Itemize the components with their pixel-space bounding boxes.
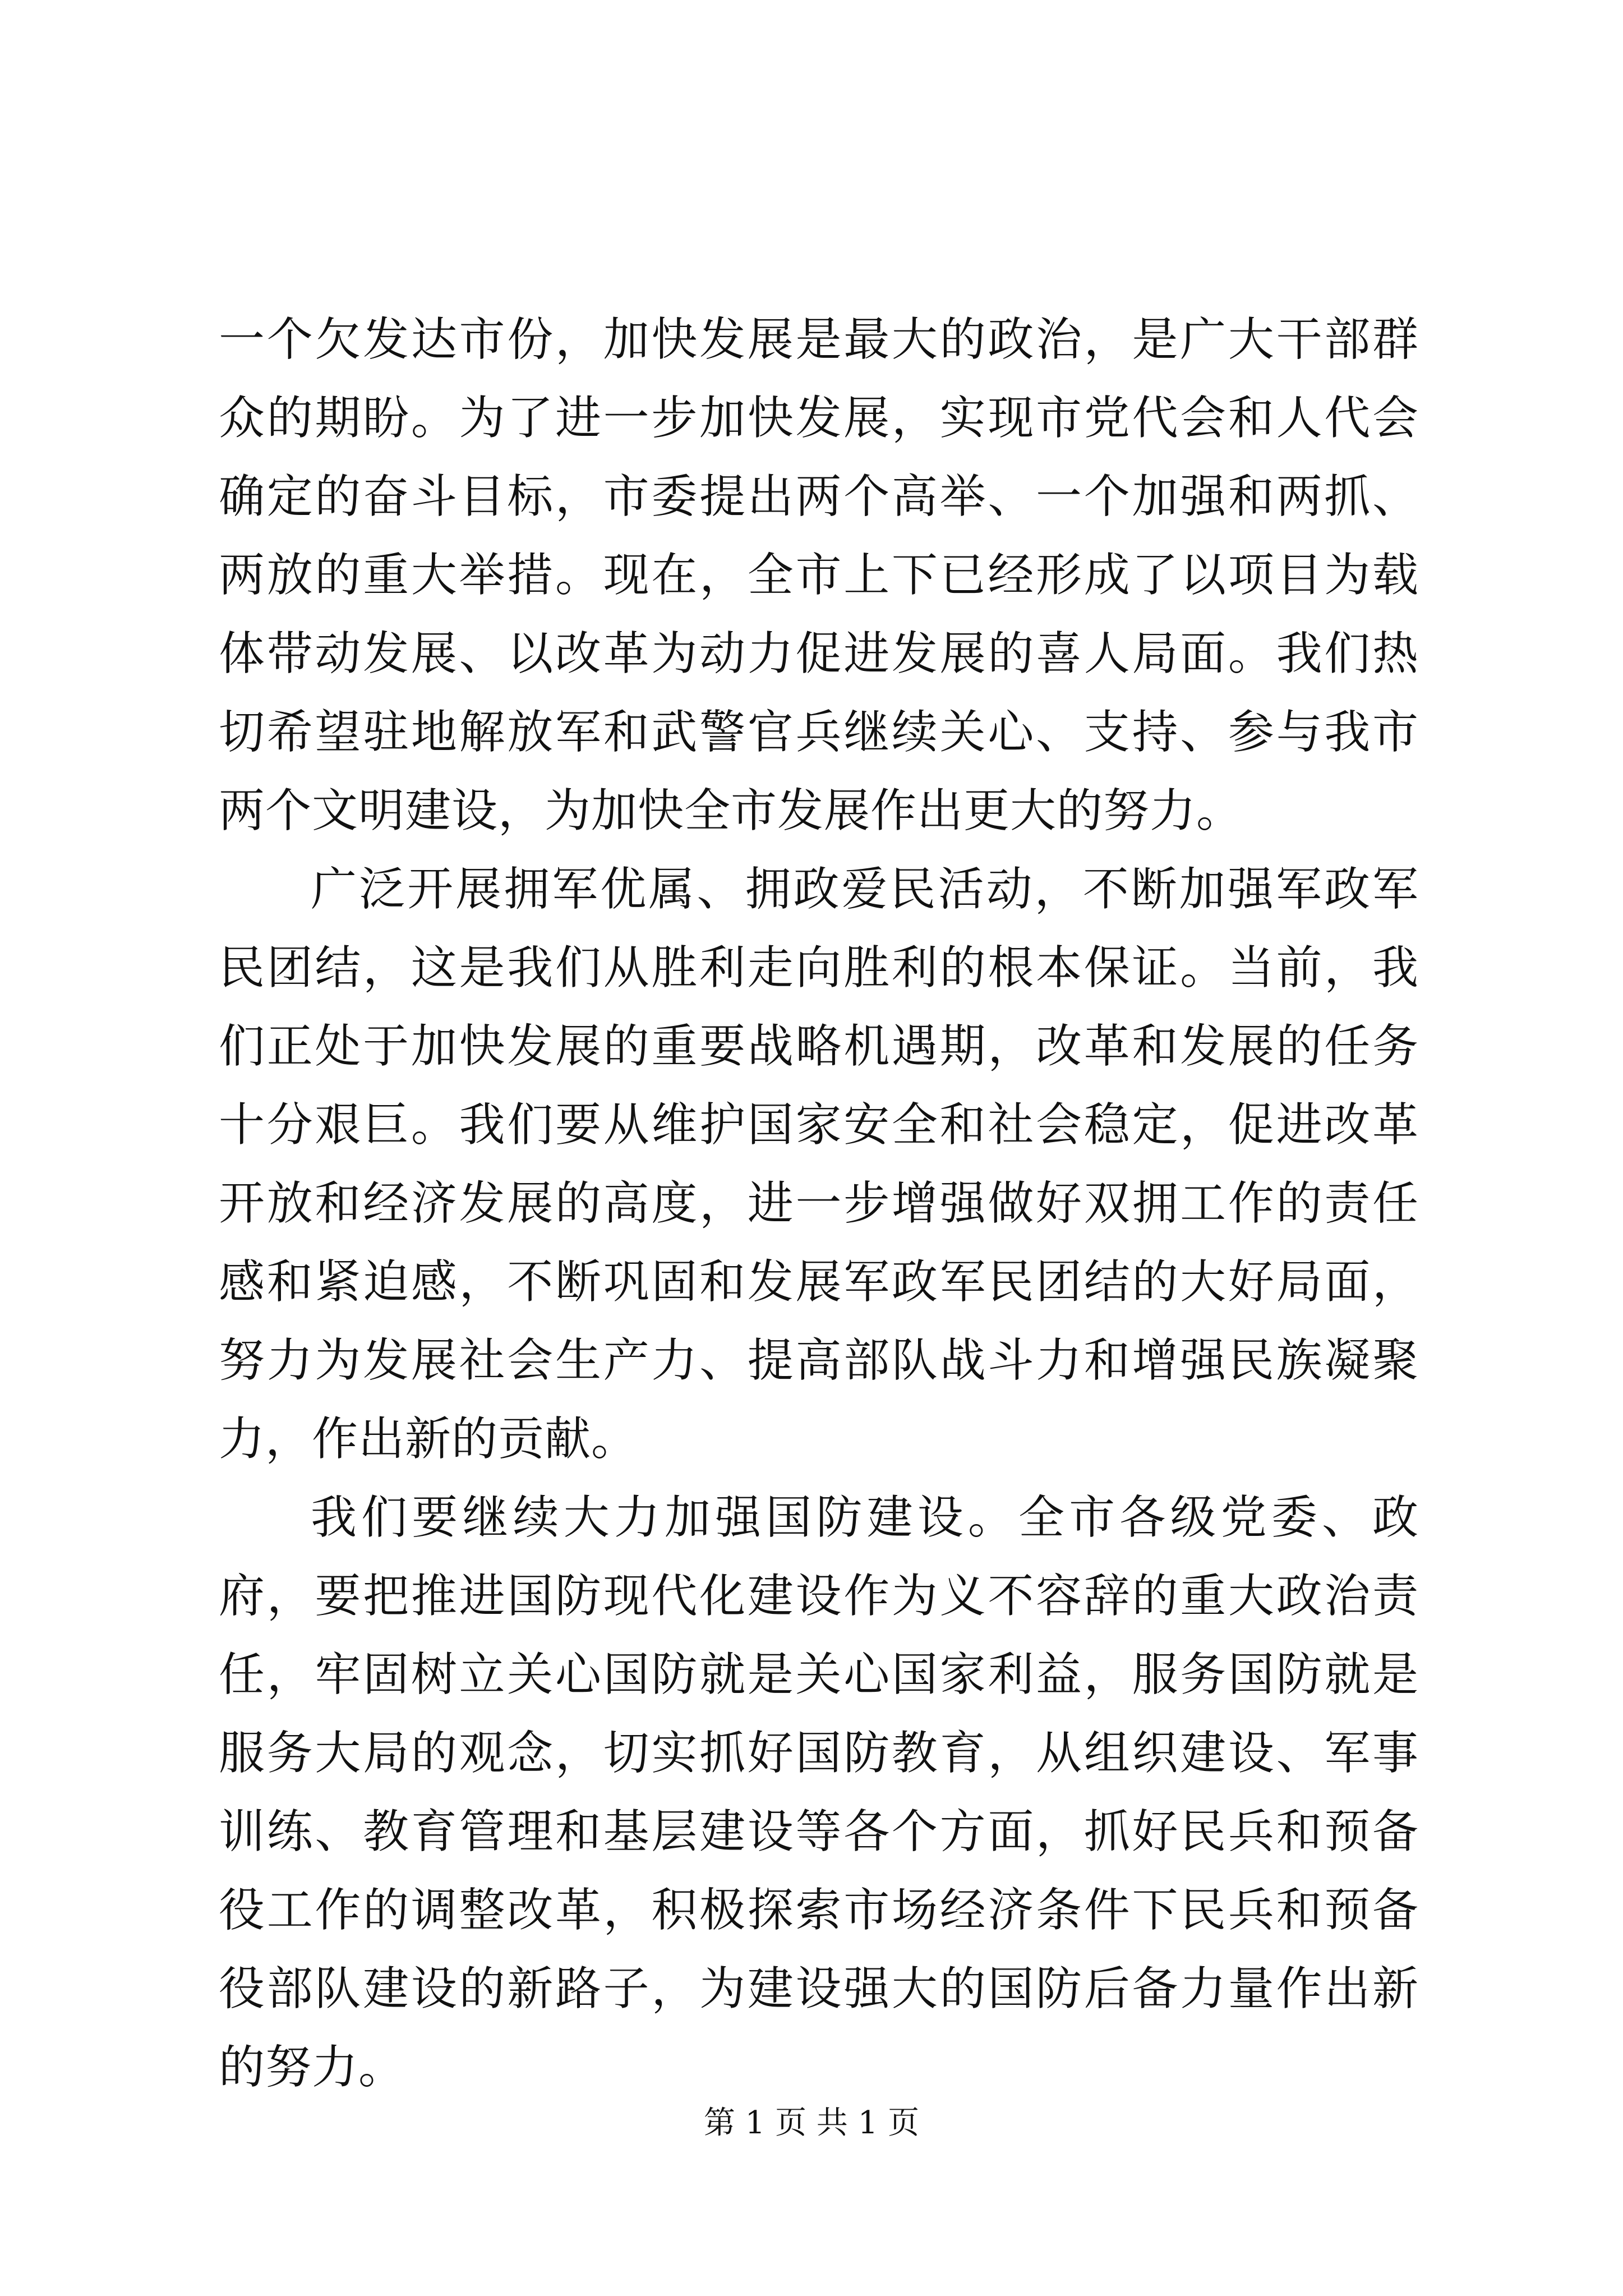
paragraph-1: 一个欠发达市份，加快发展是最大的政治，是广大干部群众的期盼。为了进一步加快发展，实现市党代会和人代会确定的奋斗目标，市委提出两个高举、一个加强和两抓、两放的重大举措。现在，全市上下已经形成了以项目为载体带动发展、以改革为动力促进发展的喜人局面。我们热切希望驻地解放军和武警官兵继续关心、支持、参与我市两个文明建设，为加快全市发展作出更大的努力。: [219, 313, 1419, 838]
paragraph-2: 广泛开展拥军优属、拥政爱民活动，不断加强军政军民团结，这是我们从胜利走向胜利的根本保证。当前，我们正处于加快发展的重要战略机遇期，改革和发展的任务十分艰巨。我们要从维护国家安全和社会稳定，促进改革开放和经济发展的高度，进一步增强做好双拥工作的责任感和紧迫感，不断巩固和发展军政军民团结的大好局面，努力为发展社会生产力、提高部队战斗力和增强民族凝聚力，作出新的贡献。: [219, 863, 1419, 1466]
document-body: [219, 301, 1419, 2107]
page-number-footer: 第 1 页 共 1 页: [703, 2105, 920, 2141]
paragraph-3: 我们要继续大力加强国防建设。全市各级党委、政府，要把推进国防现代化建设作为义不容辞的重大政治责任，牢固树立关心国防就是关心国家利益，服务国防就是服务大局的观念，切实抓好国防教育，从组织建设、军事训练、教育管理和基层建设等各个方面，抓好民兵和预备役工作的调整改革，积极探索市场经济条件下民兵和预备役部队建设的新路子，为建设强大的国防后备力量作出新的努力。: [219, 1491, 1419, 2094]
